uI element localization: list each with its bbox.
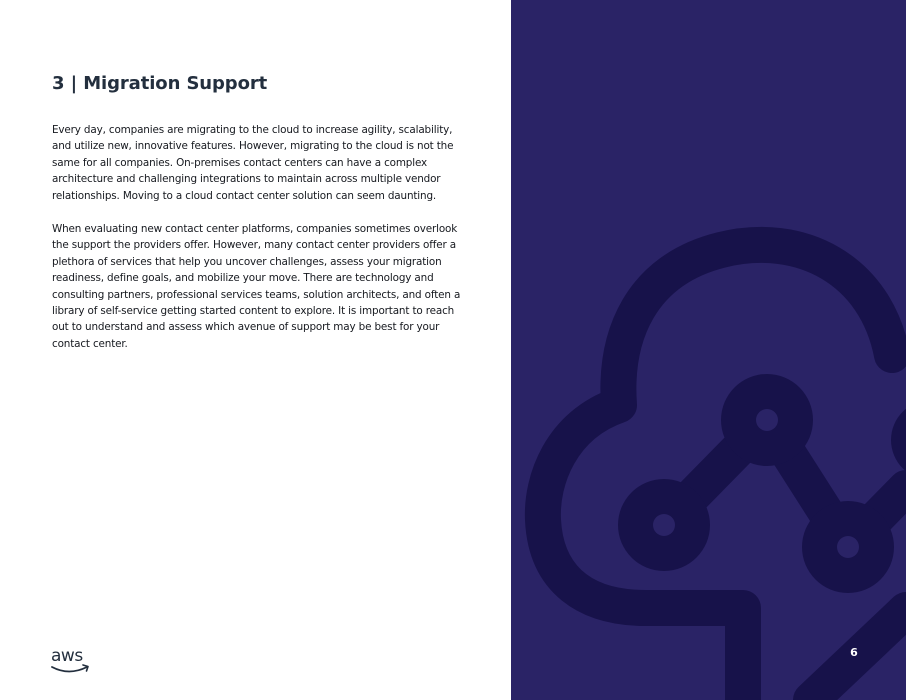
page-number: 6	[850, 646, 858, 659]
aws-smile-icon	[52, 667, 87, 672]
node-center-dot	[756, 409, 778, 431]
body-paragraph: Every day, companies are migrating to the cloud to increase agility, scalability, and utilize new, innovative features. However, migrating to the cloud is not the same for all companies. On-premises contact centers can have a complex architecture and challenging integrations to maintain across multiple vendor relationships. Moving to a cloud contact center solution can seem daunting.	[52, 124, 454, 202]
section-heading: 3 | Migration Support	[52, 73, 268, 94]
network-node-edge	[891, 400, 906, 480]
decorative-panel	[511, 0, 906, 700]
node-center-dot	[653, 514, 675, 536]
aws-logo	[50, 645, 92, 675]
aws-logo-wordmark: aws	[51, 646, 83, 666]
cloud-network-icon	[511, 0, 906, 700]
node-center-dot	[837, 536, 859, 558]
body-copy	[52, 122, 470, 369]
body-paragraph: When evaluating new contact center platforms, companies sometimes overlook the support the providers offer. However, many contact center providers offer a plethora of services that help you uncover challenges, assess your migration readiness, define goals, and mobilize your move. There are technology and consulting partners, professional services teams, solution architects, and often a library of self-service getting started content to explore. It is important to reach out to understand and assess which avenue of support may be best for your contact center.	[52, 223, 461, 350]
